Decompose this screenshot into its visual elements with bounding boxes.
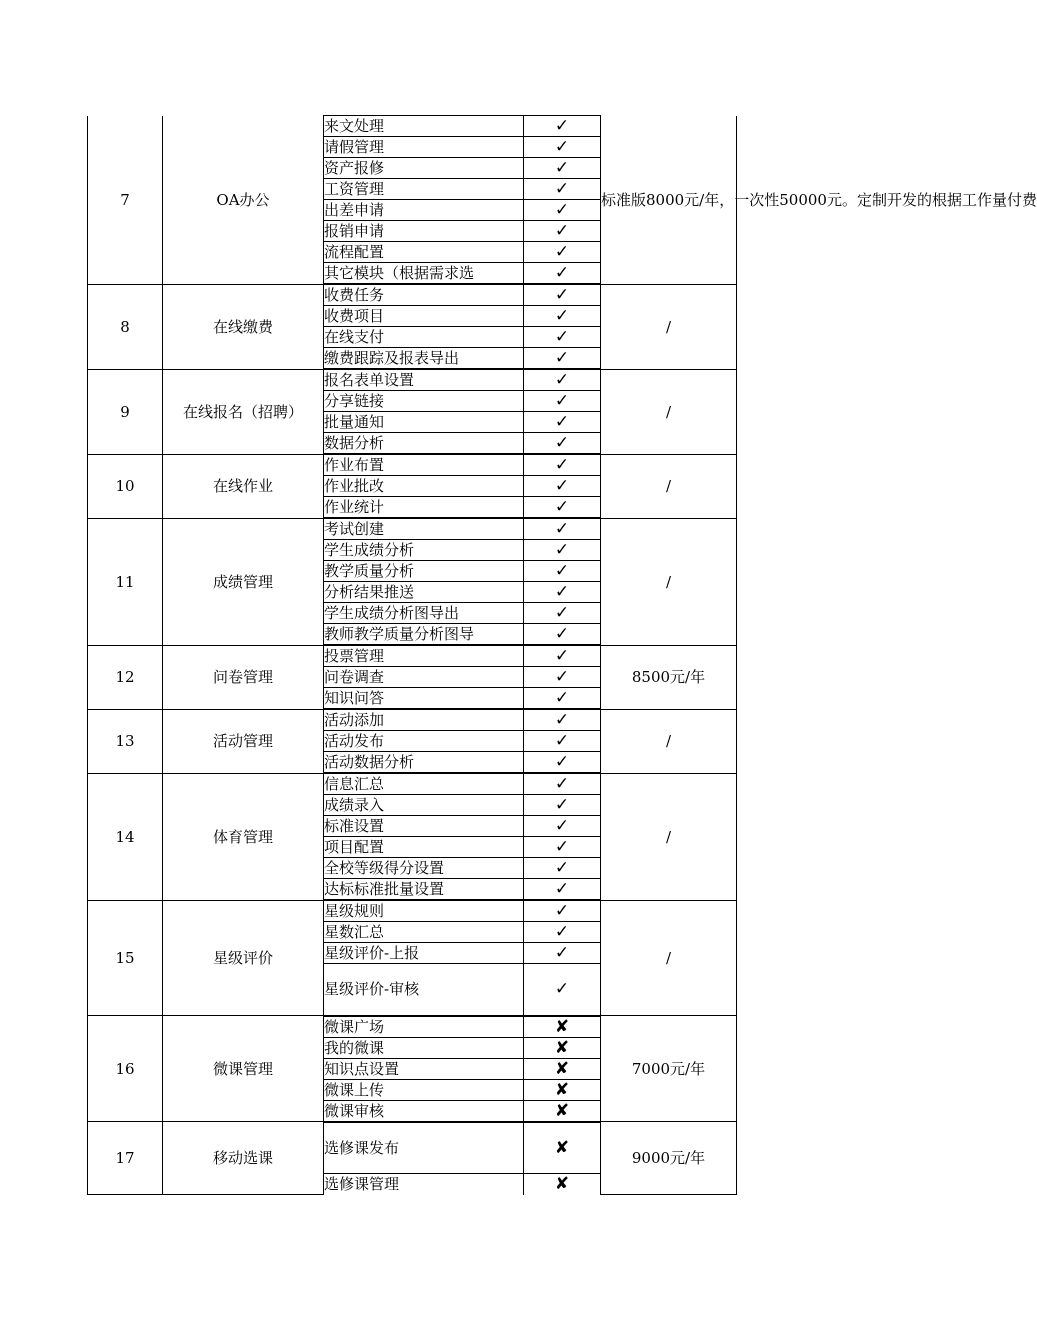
feature-name: 投票管理 — [324, 645, 524, 667]
feature-name: 项目配置 — [324, 837, 524, 858]
price-cell: 标准版8000元/年，一次性50000元。定制开发的根据工作量付费 — [601, 116, 737, 285]
module-number: 10 — [88, 454, 163, 518]
check-mark-icon: ✓ — [524, 476, 601, 497]
feature-name: 达标标准批量设置 — [324, 879, 524, 901]
price-cell: 8500元/年 — [601, 645, 737, 709]
cross-mark-icon: ✘ — [524, 1037, 601, 1058]
check-mark-icon: ✓ — [524, 858, 601, 879]
check-mark-icon: ✓ — [524, 709, 601, 731]
check-mark-icon: ✓ — [524, 306, 601, 327]
table-row — [88, 1016, 737, 1038]
module-number: 13 — [88, 709, 163, 773]
module-number: 9 — [88, 369, 163, 454]
module-number: 7 — [88, 116, 163, 285]
feature-name: 活动添加 — [324, 709, 524, 731]
price-cell: / — [601, 709, 737, 773]
feature-name: 报名表单设置 — [324, 369, 524, 391]
check-mark-icon: ✓ — [524, 200, 601, 221]
check-mark-icon: ✓ — [524, 667, 601, 688]
feature-name: 知识问答 — [324, 688, 524, 710]
price-cell: 7000元/年 — [601, 1016, 737, 1122]
feature-name: 微课上传 — [324, 1079, 524, 1100]
table-row — [88, 645, 737, 667]
price-cell: / — [601, 518, 737, 645]
check-mark-icon: ✓ — [524, 900, 601, 922]
module-name: 移动选课 — [163, 1122, 324, 1195]
check-mark-icon: ✓ — [524, 773, 601, 795]
check-mark-icon: ✓ — [524, 795, 601, 816]
feature-name: 学生成绩分析图导出 — [324, 603, 524, 624]
check-mark-icon: ✓ — [524, 752, 601, 774]
feature-name: 考试创建 — [324, 518, 524, 540]
feature-name: 选修课发布 — [324, 1122, 524, 1174]
feature-name: 收费项目 — [324, 306, 524, 327]
price-cell: 9000元/年 — [601, 1122, 737, 1195]
feature-name: 星级评价-上报 — [324, 943, 524, 964]
check-mark-icon: ✓ — [524, 943, 601, 964]
feature-name: 在线支付 — [324, 327, 524, 348]
check-mark-icon: ✓ — [524, 540, 601, 561]
check-mark-icon: ✓ — [524, 369, 601, 391]
check-mark-icon: ✓ — [524, 242, 601, 263]
check-mark-icon: ✓ — [524, 518, 601, 540]
check-mark-icon: ✓ — [524, 433, 601, 455]
module-number: 15 — [88, 900, 163, 1016]
feature-name: 其它模块（根据需求选 — [324, 263, 524, 285]
feature-name: 工资管理 — [324, 179, 524, 200]
check-mark-icon: ✓ — [524, 116, 601, 137]
feature-name: 缴费跟踪及报表导出 — [324, 348, 524, 370]
feature-name: 问卷调查 — [324, 667, 524, 688]
table-row — [88, 518, 737, 540]
feature-name: 我的微课 — [324, 1037, 524, 1058]
feature-name: 选修课管理 — [324, 1174, 524, 1195]
check-mark-icon: ✓ — [524, 561, 601, 582]
feature-name: 数据分析 — [324, 433, 524, 455]
feature-name: 报销申请 — [324, 221, 524, 242]
check-mark-icon: ✓ — [524, 284, 601, 306]
price-cell: / — [601, 900, 737, 1016]
module-name: 在线报名（招聘） — [163, 369, 324, 454]
module-name: 活动管理 — [163, 709, 324, 773]
check-mark-icon: ✓ — [524, 731, 601, 752]
price-cell: / — [601, 369, 737, 454]
check-mark-icon: ✓ — [524, 816, 601, 837]
check-mark-icon: ✓ — [524, 879, 601, 901]
module-number: 14 — [88, 773, 163, 900]
module-name: 体育管理 — [163, 773, 324, 900]
feature-name: 信息汇总 — [324, 773, 524, 795]
feature-name: 收费任务 — [324, 284, 524, 306]
table-row — [88, 900, 737, 922]
check-mark-icon: ✓ — [524, 263, 601, 285]
pricing-table — [87, 115, 1037, 1195]
table-row — [88, 284, 737, 306]
table-row — [88, 369, 737, 391]
module-number: 8 — [88, 284, 163, 369]
price-cell: / — [601, 773, 737, 900]
check-mark-icon: ✓ — [524, 137, 601, 158]
check-mark-icon: ✓ — [524, 497, 601, 519]
check-mark-icon: ✓ — [524, 348, 601, 370]
cross-mark-icon: ✘ — [524, 1016, 601, 1038]
feature-name: 活动发布 — [324, 731, 524, 752]
table-row — [88, 454, 737, 476]
feature-name: 微课广场 — [324, 1016, 524, 1038]
cross-mark-icon: ✘ — [524, 1079, 601, 1100]
feature-name: 请假管理 — [324, 137, 524, 158]
table-row — [88, 116, 737, 137]
module-name: 成绩管理 — [163, 518, 324, 645]
check-mark-icon: ✓ — [524, 645, 601, 667]
check-mark-icon: ✓ — [524, 179, 601, 200]
module-name: 在线作业 — [163, 454, 324, 518]
feature-name: 出差申请 — [324, 200, 524, 221]
check-mark-icon: ✓ — [524, 964, 601, 1016]
table-row — [88, 1122, 737, 1174]
feature-name: 教师教学质量分析图导 — [324, 624, 524, 646]
module-number: 11 — [88, 518, 163, 645]
feature-name: 批量通知 — [324, 412, 524, 433]
check-mark-icon: ✓ — [524, 688, 601, 710]
feature-name: 星级评价-审核 — [324, 964, 524, 1016]
cross-mark-icon: ✘ — [524, 1122, 601, 1174]
module-number: 12 — [88, 645, 163, 709]
feature-name: 星数汇总 — [324, 922, 524, 943]
feature-name: 标准设置 — [324, 816, 524, 837]
module-name: 在线缴费 — [163, 284, 324, 369]
module-name: OA办公 — [163, 116, 324, 285]
check-mark-icon: ✓ — [524, 221, 601, 242]
feature-name: 分析结果推送 — [324, 582, 524, 603]
feature-name: 作业统计 — [324, 497, 524, 519]
check-mark-icon: ✓ — [524, 922, 601, 943]
module-name: 微课管理 — [163, 1016, 324, 1122]
module-number: 16 — [88, 1016, 163, 1122]
module-name: 星级评价 — [163, 900, 324, 1016]
cross-mark-icon: ✘ — [524, 1058, 601, 1079]
check-mark-icon: ✓ — [524, 412, 601, 433]
feature-name: 知识点设置 — [324, 1058, 524, 1079]
check-mark-icon: ✓ — [524, 327, 601, 348]
check-mark-icon: ✓ — [524, 624, 601, 646]
feature-name: 作业批改 — [324, 476, 524, 497]
feature-name: 学生成绩分析 — [324, 540, 524, 561]
check-mark-icon: ✓ — [524, 158, 601, 179]
feature-name: 教学质量分析 — [324, 561, 524, 582]
price-cell: / — [601, 454, 737, 518]
feature-name: 活动数据分析 — [324, 752, 524, 774]
pricing-table-body — [88, 116, 1037, 1195]
feature-name: 来文处理 — [324, 116, 524, 137]
cross-mark-icon: ✘ — [524, 1100, 601, 1122]
check-mark-icon: ✓ — [524, 837, 601, 858]
check-mark-icon: ✓ — [524, 391, 601, 412]
module-number: 17 — [88, 1122, 163, 1195]
price-cell: / — [601, 284, 737, 369]
feature-name: 全校等级得分设置 — [324, 858, 524, 879]
check-mark-icon: ✓ — [524, 582, 601, 603]
feature-name: 微课审核 — [324, 1100, 524, 1122]
module-name: 问卷管理 — [163, 645, 324, 709]
feature-name: 流程配置 — [324, 242, 524, 263]
feature-name: 成绩录入 — [324, 795, 524, 816]
feature-name: 资产报修 — [324, 158, 524, 179]
check-mark-icon: ✓ — [524, 454, 601, 476]
feature-name: 星级规则 — [324, 900, 524, 922]
table-row — [88, 709, 737, 731]
feature-name: 分享链接 — [324, 391, 524, 412]
check-mark-icon: ✓ — [524, 603, 601, 624]
feature-name: 作业布置 — [324, 454, 524, 476]
cross-mark-icon: ✘ — [524, 1174, 601, 1195]
table-row — [88, 773, 737, 795]
